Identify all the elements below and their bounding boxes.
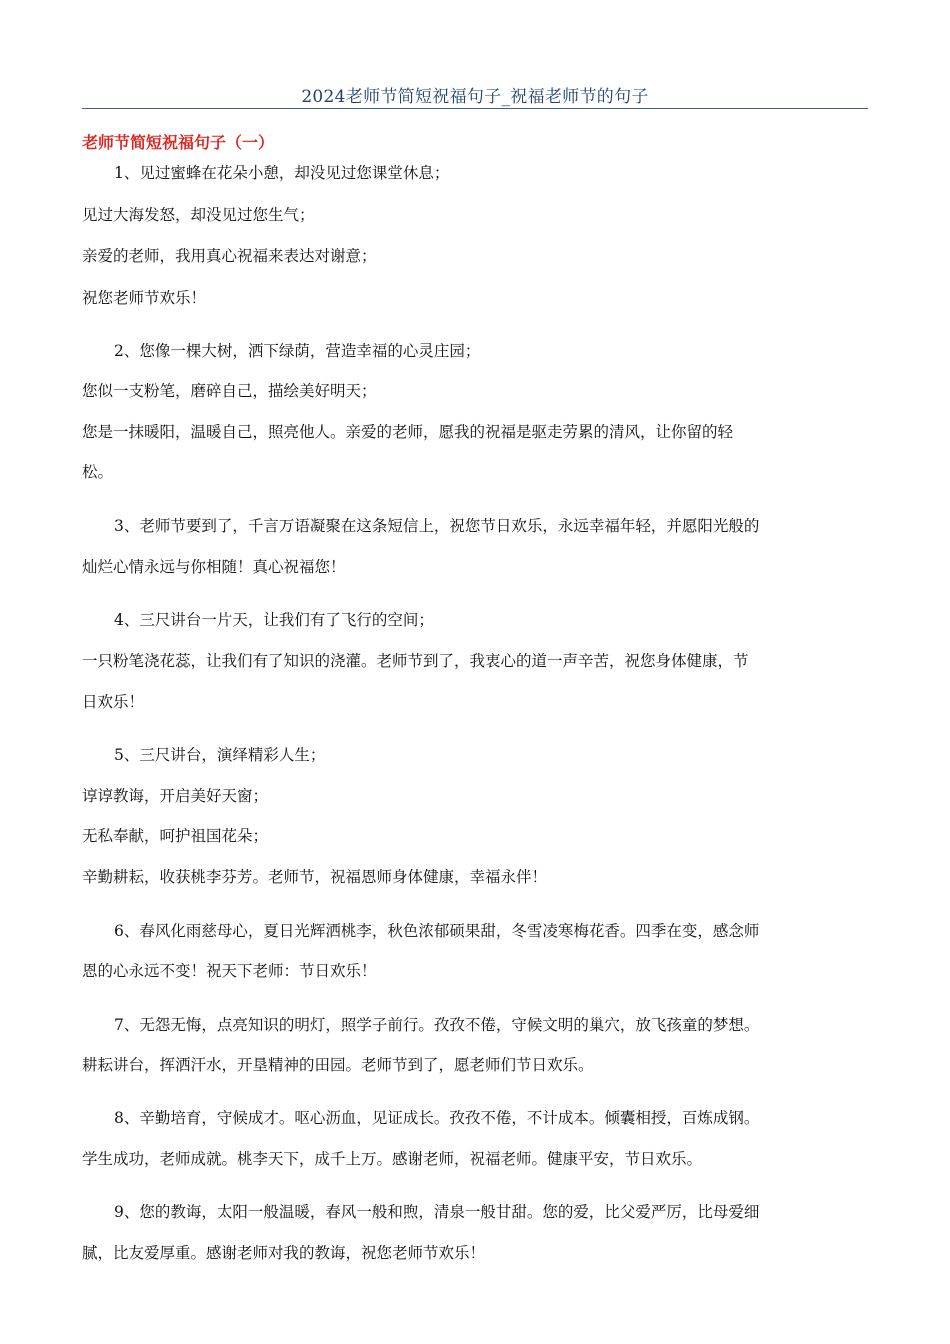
- paragraph-line: 见过大海发怒，却没见过您生气；: [82, 206, 315, 224]
- paragraph-line: 辛勤耕耘，收获桃李芬芳。老师节，祝福恩师身体健康，幸福永伴！: [82, 868, 548, 886]
- paragraph-line: 松。: [82, 463, 114, 481]
- paragraph-line: 无私奉献，呵护祖国花朵；: [82, 827, 269, 845]
- paragraph-line: 学生成功，老师成就。桃李天下，成千上万。感谢老师，祝福老师。健康平安，节日欢乐。: [82, 1150, 703, 1168]
- section-title: 老师节简短祝福句子（一）: [82, 133, 275, 152]
- paragraph-line: 1、见过蜜蜂在花朵小憩，却没见过您课堂休息；: [114, 164, 450, 182]
- paragraph-line: 祝您老师节欢乐！: [82, 289, 207, 307]
- paragraph-line: 3、老师节要到了，千言万语凝聚在这条短信上，祝您节日欢乐，永远幸福年轻，并愿阳光般的: [114, 517, 760, 535]
- paragraph-line: 7、无怨无悔，点亮知识的明灯，照学子前行。孜孜不倦，守候文明的巢穴，放飞孩童的梦想。: [114, 1016, 760, 1034]
- paragraph-line: 您似一支粉笔，磨碎自己，描绘美好明天；: [82, 382, 377, 400]
- paragraph-line: 谆谆教诲，开启美好天窗；: [82, 787, 269, 805]
- paragraph-line: 您是一抹暖阳，温暖自己，照亮他人。亲爱的老师，愿我的祝福是驱走劳累的清风，让你留的轻: [82, 423, 734, 441]
- paragraph-line: 一只粉笔浇花蕊，让我们有了知识的浇灌。老师节到了，我衷心的道一声辛苦，祝您身体健康，节: [82, 652, 749, 670]
- paragraph-line: 6、春风化雨慈母心，夏日光辉洒桃李，秋色浓郁硕果甜，冬雪凌寒梅花香。四季在变，感念师: [114, 922, 760, 940]
- paragraph-line: 恩的心永远不变！祝天下老师：节日欢乐！: [82, 962, 377, 980]
- paragraph-line: 亲爱的老师，我用真心祝福来表达对谢意；: [82, 247, 377, 265]
- page-header-title: 2024老师节简短祝福句子_祝福老师节的句子: [301, 87, 649, 107]
- paragraph-line: 耕耘讲台，挥洒汗水，开垦精神的田园。老师节到了，愿老师们节日欢乐。: [82, 1056, 594, 1074]
- header-divider: [82, 108, 868, 109]
- paragraph-line: 日欢乐！: [82, 693, 145, 711]
- paragraph-line: 2、您像一棵大树，洒下绿荫，营造幸福的心灵庄园；: [114, 342, 481, 360]
- paragraph-line: 9、您的教诲，太阳一般温暖，春风一般和煦，清泉一般甘甜。您的爱，比父爱严厉，比母爱细: [114, 1203, 760, 1221]
- paragraph-line: 5、三尺讲台，演绎精彩人生；: [114, 746, 326, 764]
- paragraph-line: 8、辛勤培育，守候成才。呕心沥血，见证成长。孜孜不倦，不计成本。倾囊相授，百炼成钢。: [114, 1109, 760, 1127]
- paragraph-line: 4、三尺讲台一片天，让我们有了飞行的空间；: [114, 611, 434, 629]
- paragraph-line: 腻，比友爱厚重。感谢老师对我的教诲，祝您老师节欢乐！: [82, 1244, 486, 1262]
- paragraph-line: 灿烂心情永远与你相随！真心祝福您！: [82, 558, 346, 576]
